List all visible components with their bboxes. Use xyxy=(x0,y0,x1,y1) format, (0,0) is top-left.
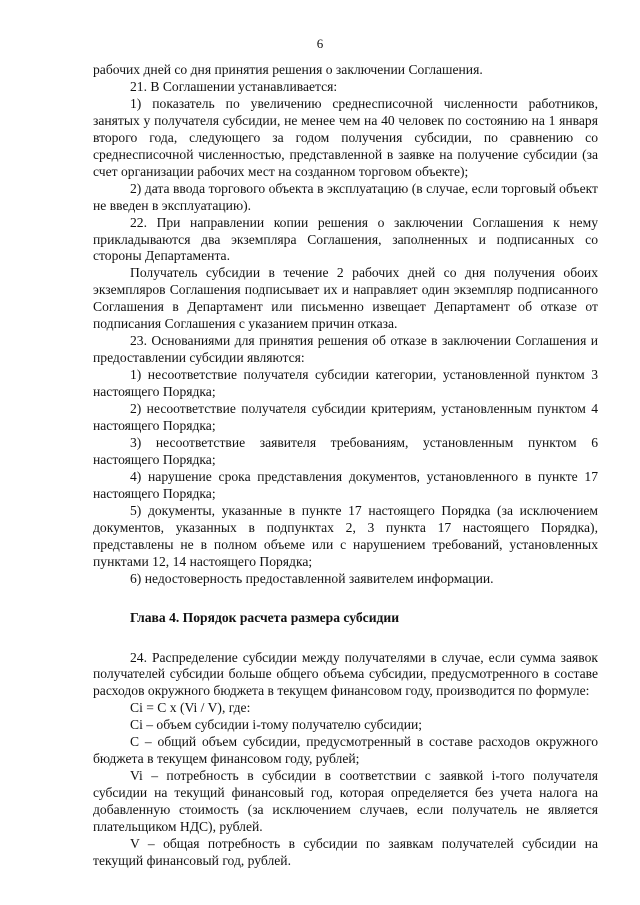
formula-definition: V – общая потребность в субсидии по заявкам получателей субсидии на текущий финансовый год, рублей. xyxy=(93,835,598,868)
paragraph: 2) дата ввода торгового объекта в эксплуатацию (в случае, если торговый объект не введен в эксплуатацию). xyxy=(93,180,598,213)
document-body xyxy=(93,62,598,870)
paragraph: 24. Распределение субсидии между получателями в случае, если сумма заявок получателей субсидии больше общего объема субсидии, предусмотренного в составе расходов окружного бюджета в текущем финансовом году, производится по формуле: xyxy=(93,649,598,699)
paragraph: 3) несоответствие заявителя требованиям, установленным пунктом 6 настоящего Порядка; xyxy=(93,434,598,467)
paragraph: 1) несоответствие получателя субсидии категории, установленной пунктом 3 настоящего Порядка; xyxy=(93,367,598,400)
chapter-heading: Глава 4. Порядок расчета размера субсидии xyxy=(130,609,400,625)
formula-definition: C – общий объем субсидии, предусмотренный в составе расходов окружного бюджета в текущем финансовом году, рублей; xyxy=(93,734,598,767)
paragraph: 23. Основаниями для принятия решения об отказе в заключении Соглашения и предоставлении субсидии являются: xyxy=(93,333,598,366)
paragraph: 2) несоответствие получателя субсидии критериям, установленным пунктом 4 настоящего Порядка; xyxy=(93,401,598,434)
paragraph: 21. В Соглашении устанавливается: xyxy=(130,78,338,94)
paragraph: 6) недостоверность предоставленной заявителем информации. xyxy=(130,570,494,586)
paragraph: 22. При направлении копии решения о заключении Соглашения к нему прикладываются два экземпляра Соглашения, заполненных и подписанных со стороны Департамента. xyxy=(93,214,598,264)
paragraph: 4) нарушение срока представления документов, установленного в пункте 17 настоящего Порядка; xyxy=(93,468,598,501)
paragraph: 5) документы, указанные в пункте 17 настоящего Порядка (за исключением документов, указанных в подпунктах 2, 3 пункта 17 настоящего Порядка), представлены не в полном объеме или с нарушением требований, установленных пунктами 12, 14 настоящего Порядка; xyxy=(93,502,598,569)
paragraph: 1) показатель по увеличению среднесписочной численности работников, занятых у получателя субсидии, не менее чем на 40 человек по состоянию на 1 января второго года, следующего за годом получения субсидии, по сравнению со среднесписочной численностью, представленной в заявке на получение субсидии (за счет организации рабочих мест на созданном торговом объекте); xyxy=(93,95,598,179)
paragraph: Получатель субсидии в течение 2 рабочих дней со дня получения обоих экземпляров Соглашения подписывает их и направляет один экземпляр подписанного Соглашения в Департамент или письменно извещает Департамент об отказе от подписания Соглашения с указанием причин отказа. xyxy=(93,265,598,332)
page-number: 6 xyxy=(316,36,324,51)
paragraph: рабочих дней со дня принятия решения о заключении Соглашения. xyxy=(93,62,483,77)
formula-definition: Ci – объем субсидии i-тому получателю субсидии; xyxy=(130,717,423,733)
formula: Ci = C x (Vi / V), где: xyxy=(130,700,251,716)
formula-definition: Vi – потребность в субсидии в соответствии с заявкой i-того получателя субсидии на текущий финансовый год, которая определяется без учета налога на добавленную стоимость (за исключением случаев, если получатель не является плательщиком НДС), рублей. xyxy=(93,768,598,835)
